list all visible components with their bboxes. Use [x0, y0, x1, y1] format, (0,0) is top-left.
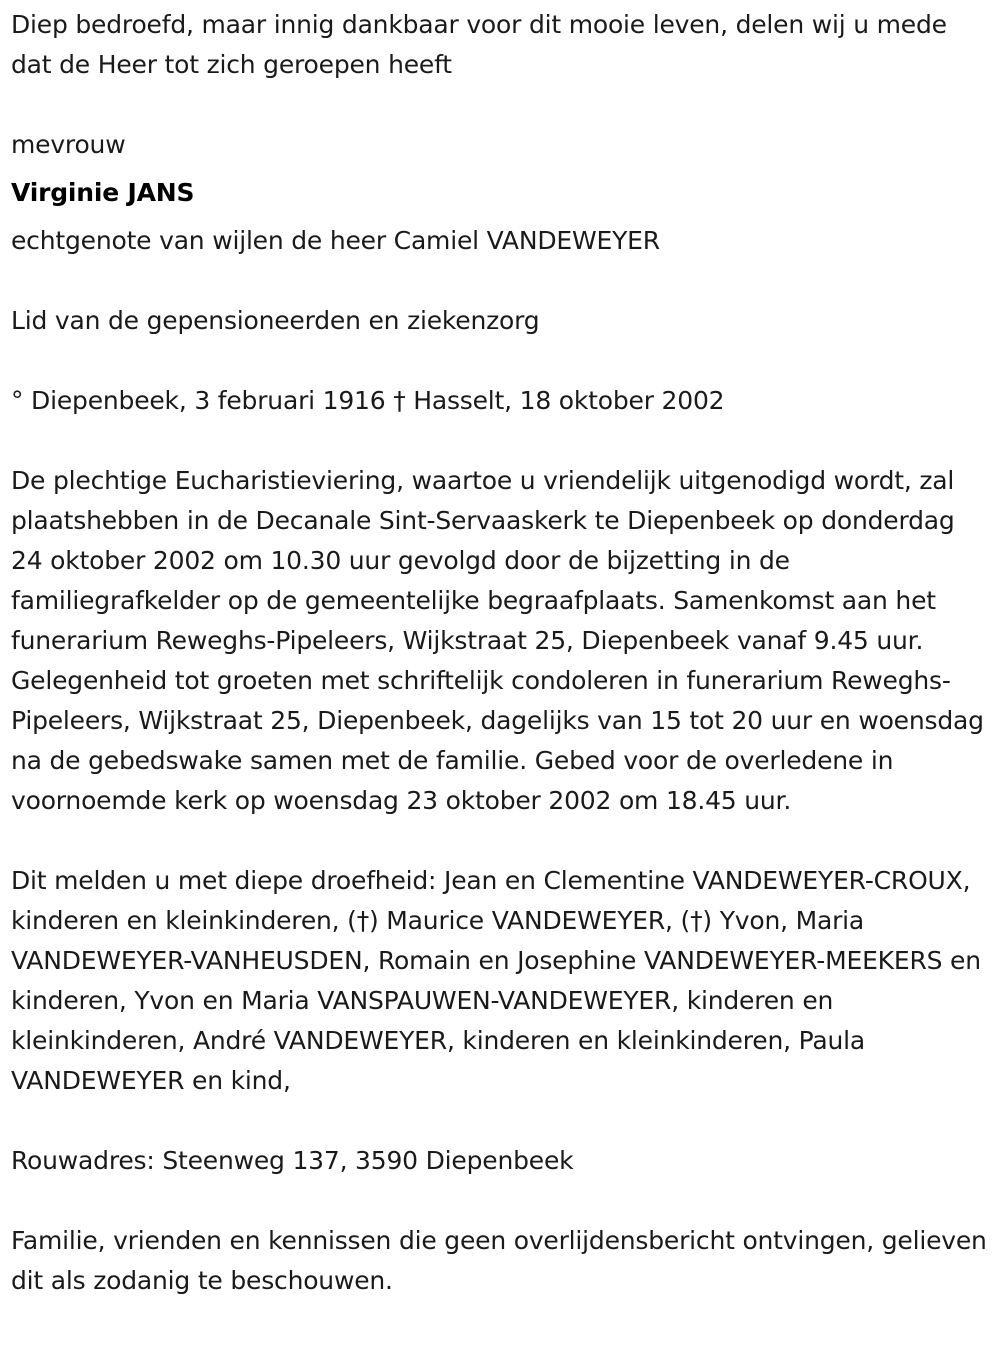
membership-text: Lid van de gepensioneerden en ziekenzorg: [11, 306, 540, 335]
deceased-name: Virginie JANS: [11, 178, 195, 207]
spacer: [11, 213, 993, 221]
spacer: [11, 1181, 993, 1221]
birth-death-text: ° Diepenbeek, 3 februari 1916 † Hasselt, 18 oktober 2002: [11, 386, 725, 415]
spacer: [11, 85, 993, 125]
spacer: [11, 821, 993, 861]
death-notice: [11, 5, 993, 1301]
intro-text: Diep bedroefd, maar innig dankbaar voor dit mooie leven, delen wij u mede dat de Heer tot zich geroepen heeft: [11, 10, 947, 79]
spacer: [11, 421, 993, 461]
ceremony-text: De plechtige Eucharistieviering, waartoe u vriendelijk uitgenodigd wordt, zal plaatshebben in de Decanale Sint-Servaaskerk te Diepenbeek op donderdag 24 oktober 2002 om 10.30 uur gevolgd door de bijzetting in de familiegrafkelder op de gemeentelijke begraafplaats. Samenkomst aan het funerarium Reweghs-Pipeleers, Wijkstraat 25, Diepenbeek vanaf 9.45 uur. Gelegenheid tot groeten met schriftelijk condoleren in funerarium Reweghs-Pipeleers, Wijkstraat 25, Diepenbeek, dagelijks van 15 tot 20 uur en woensdag na de gebedswake samen met de familie. Gebed voor de overledene in voornoemde kerk op woensdag 23 oktober 2002 om 18.45 uur.: [11, 466, 984, 815]
spouse-text: echtgenote van wijlen de heer Camiel VANDEWEYER: [11, 226, 660, 255]
address-text: Rouwadres: Steenweg 137, 3590 Diepenbeek: [11, 1146, 574, 1175]
spacer: [11, 261, 993, 301]
spacer: [11, 1101, 993, 1141]
title-text: mevrouw: [11, 130, 126, 159]
spacer: [11, 165, 993, 173]
family-text: Dit melden u met diepe droefheid: Jean en Clementine VANDEWEYER-CROUX, kinderen en kleinkinderen, (†) Maurice VANDEWEYER, (†) Yvon, Maria VANDEWEYER-VANHEUSDEN, Romain en Josephine VANDEWEYER-MEEKERS en kinderen, Yvon en Maria VANSPAUWEN-VANDEWEYER, kinderen en kleinkinderen, André VANDEWEYER, kinderen en kleinkinderen, Paula VANDEWEYER en kind,: [11, 866, 981, 1095]
closing-text: Familie, vrienden en kennissen die geen overlijdensbericht ontvingen, gelieven dit als zodanig te beschouwen.: [11, 1226, 987, 1295]
spacer: [11, 341, 993, 381]
